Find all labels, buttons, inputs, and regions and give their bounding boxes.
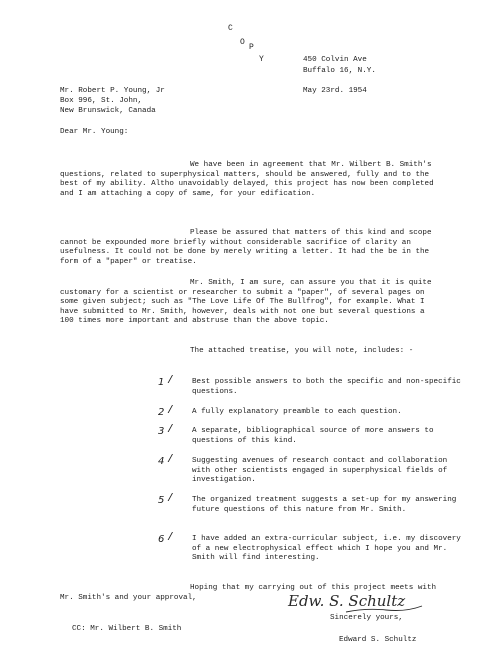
slash-mark: / bbox=[167, 532, 174, 544]
list-number: 6 bbox=[158, 534, 165, 545]
list-number: 3 bbox=[158, 426, 165, 437]
sender-address-line-1: 450 Colvin Ave bbox=[303, 56, 367, 64]
typed-name: Edward S. Schultz bbox=[339, 636, 417, 644]
copy-letter: C bbox=[228, 24, 233, 33]
body-paragraph-3: Mr. Smith, I am sure, can assure you that it is quite customary for a scientist or researcher to submit a "paper", of several pages on some given subject; such as "The Love Life Of The Bullfrog", for example. What I have submitted to Mr. Smith, however, deals with not one but several questions a 100 times more important and abstruse than the above topic. bbox=[60, 279, 432, 326]
body-paragraph-4: The attached treatise, you will note, includes: - bbox=[190, 347, 414, 355]
complimentary-close: Sincerely yours, bbox=[330, 614, 403, 622]
slash-mark: / bbox=[167, 375, 174, 387]
body-paragraph-1: We have been in agreement that Mr. Wilbert B. Smith's questions, related to superphysical matters, should be answered, fully and to the best of my ability. Altho unavoidably delayed, this project has now been completed and I am attaching a copy of same, for your edification. bbox=[60, 161, 434, 198]
cc-line: CC: Mr. Wilbert B. Smith bbox=[72, 625, 182, 633]
list-text: A fully explanatory preamble to each question. bbox=[192, 408, 402, 416]
copy-letter: Y bbox=[259, 55, 264, 64]
list-text: I have added an extra-curricular subject, i.e. my discovery of a new electrophysical effect which I hope you and Mr. Smith will find interesting. bbox=[192, 535, 461, 563]
list-number: 2 bbox=[158, 407, 165, 418]
sender-address-line-2: Buffalo 16, N.Y. bbox=[303, 67, 376, 75]
slash-mark: / bbox=[167, 405, 174, 417]
salutation: Dear Mr. Young: bbox=[60, 128, 129, 136]
list-text: Best possible answers to both the specific and non-specific questions. bbox=[192, 378, 461, 396]
handwritten-signature bbox=[286, 586, 426, 616]
list-text: The organized treatment suggests a set-up for my answering future questions of this nature from Mr. Smith. bbox=[192, 496, 457, 514]
slash-mark: / bbox=[167, 424, 174, 436]
list-number: 4 bbox=[158, 456, 165, 467]
list-number: 5 bbox=[158, 495, 165, 506]
list-text: Suggesting avenues of research contact and collaboration with other scientists engaged in superphysical fields of investigation. bbox=[192, 457, 448, 485]
recipient-line-3: New Brunswick, Canada bbox=[60, 107, 156, 115]
closing-paragraph: Hoping that my carrying out of this project meets with Mr. Smith's and your approval, bbox=[60, 584, 437, 602]
copy-letter: O bbox=[240, 38, 245, 47]
list-text: A separate, bibliographical source of more answers to questions of this kind. bbox=[192, 427, 434, 445]
slash-mark: / bbox=[167, 454, 174, 466]
letter-date: May 23rd. 1954 bbox=[303, 87, 367, 95]
recipient-line-2: Box 996, St. John, bbox=[60, 97, 143, 105]
copy-letter: P bbox=[249, 43, 254, 52]
list-number: 1 bbox=[158, 377, 165, 388]
signature-text: Edw. S. Schultz bbox=[288, 592, 406, 610]
recipient-line-1: Mr. Robert P. Young, Jr bbox=[60, 87, 165, 95]
body-paragraph-2: Please be assured that matters of this kind and scope cannot be expounded more briefly without considerable sacrifice of clarity an usefulness. It could not be done by merely writing a letter. It had the be in the form of a "paper" or treatise. bbox=[60, 229, 432, 266]
slash-mark: / bbox=[167, 493, 174, 505]
